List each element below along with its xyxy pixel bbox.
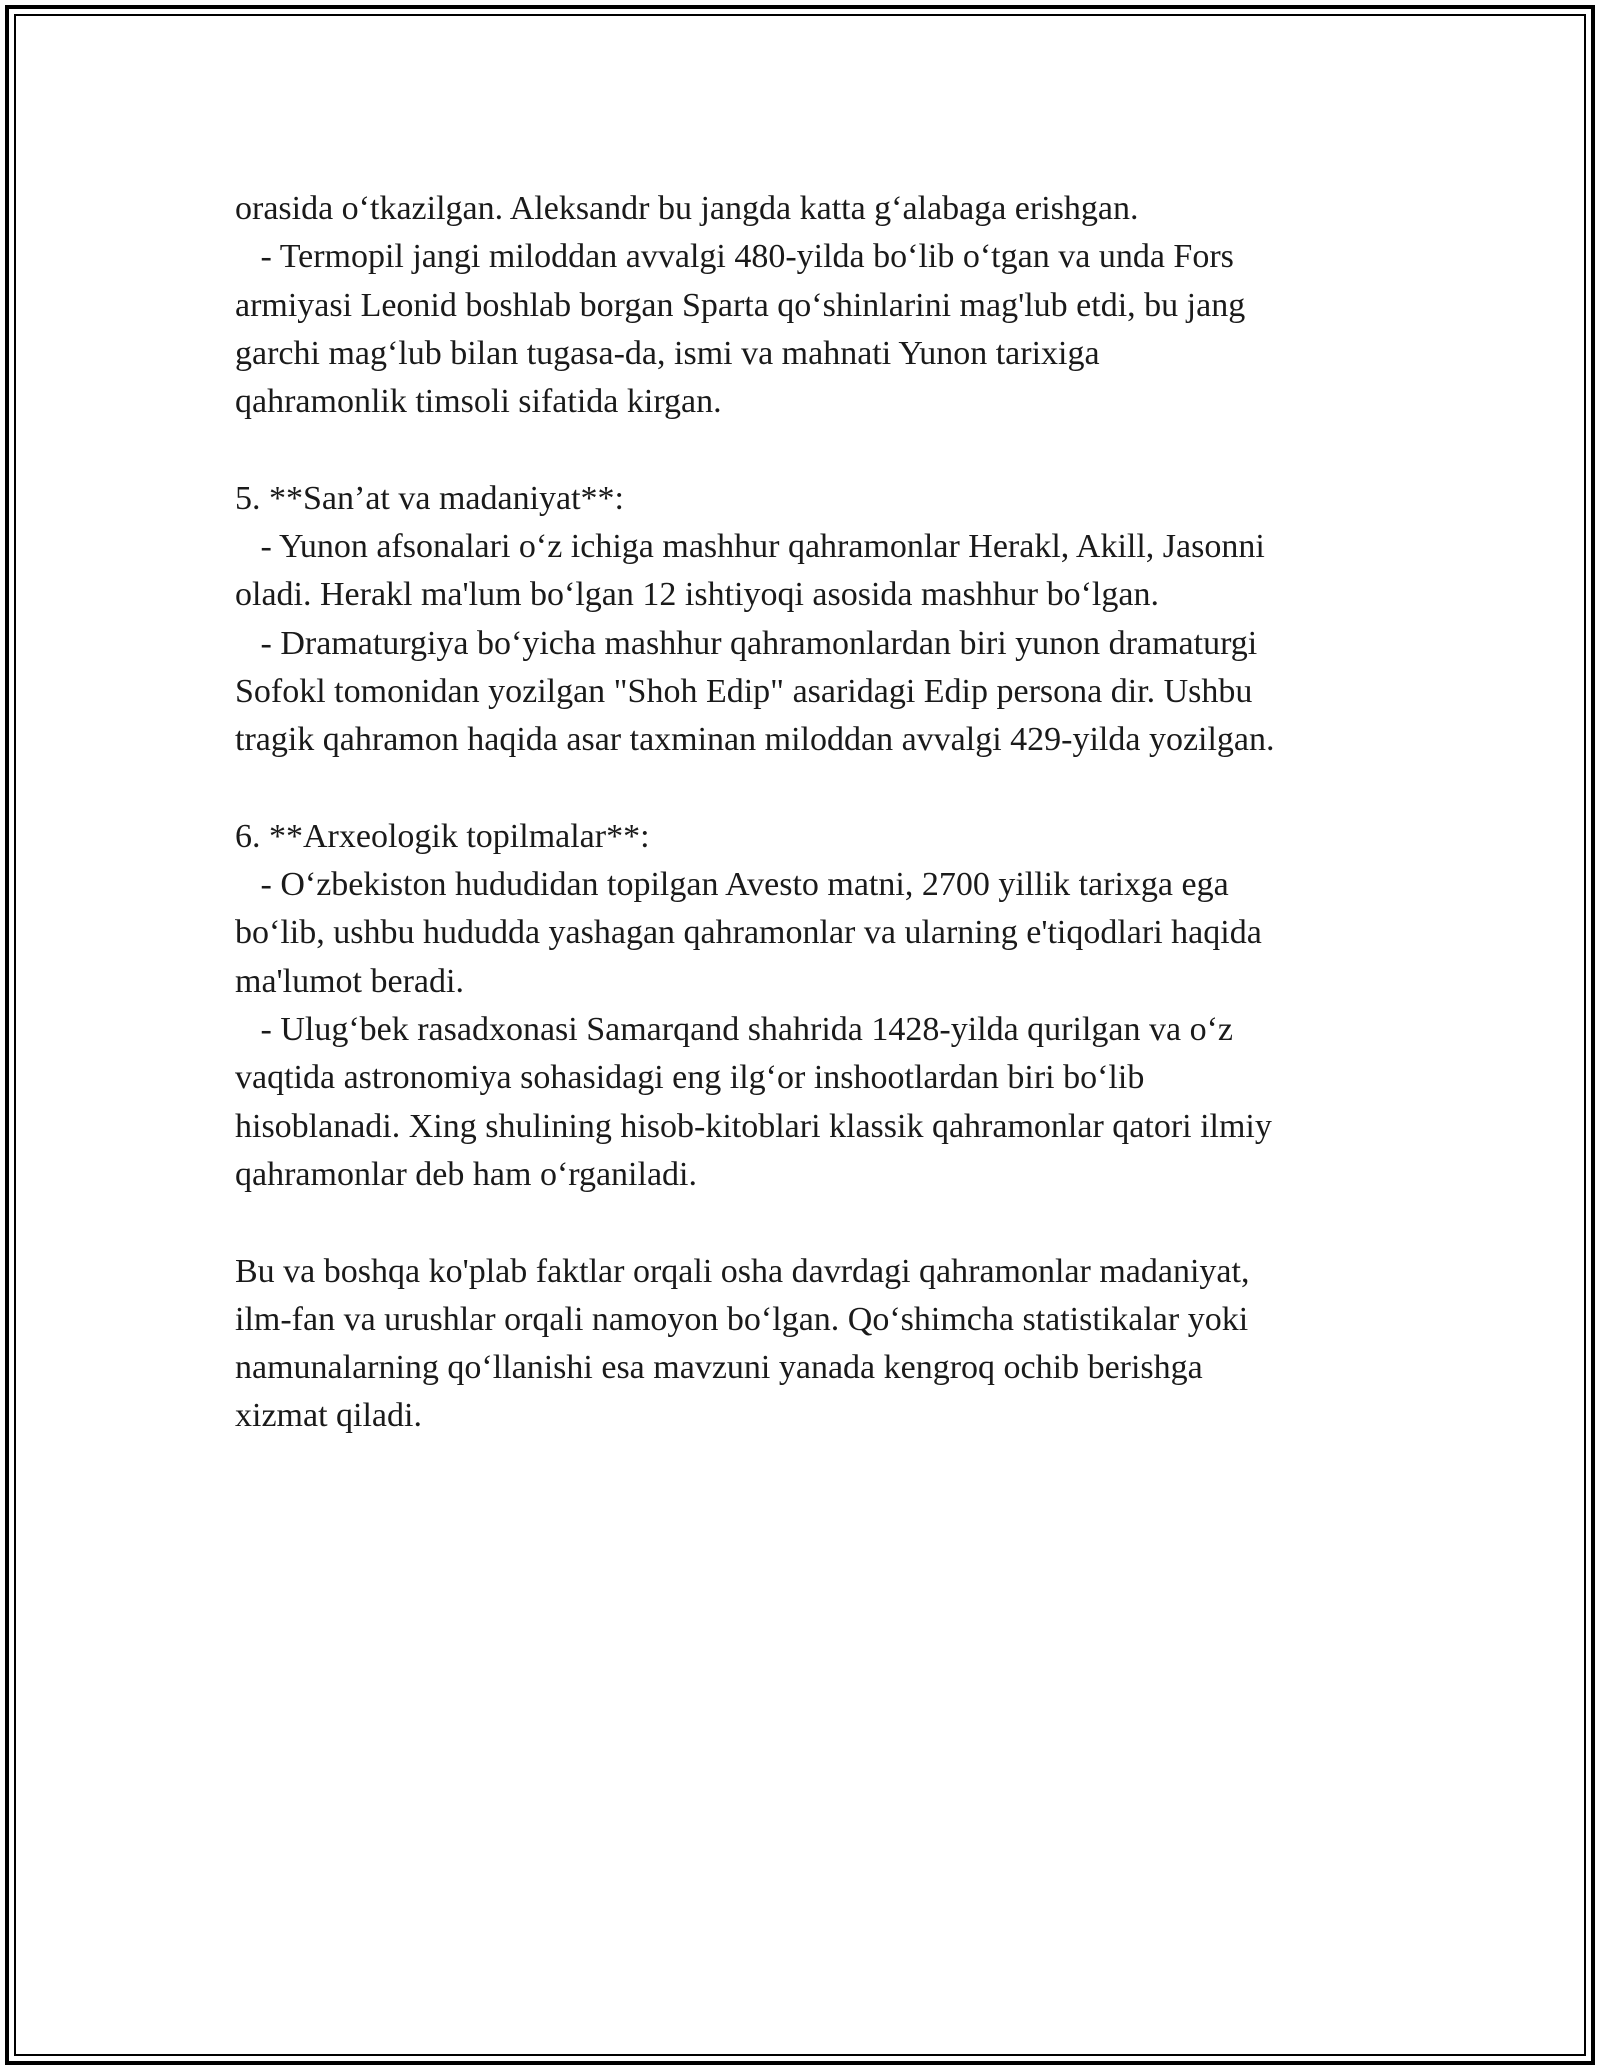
list-item-text: - O‘zbekiston hududidan topilgan Avesto matni, 2700 yillik tarixga ega: [235, 866, 1229, 904]
text-line: armiyasi Leonid boshlab borgan Sparta qo‘shinlarini mag'lub etdi, bu jang: [235, 286, 1246, 324]
text-line: namunalarning qo‘llanishi esa mavzuni yanada kengroq ochib berishga: [235, 1349, 1203, 1387]
text-line: hisoblanadi. Xing shulining hisob-kitoblari klassik qahramonlar qatori ilmiy: [235, 1107, 1272, 1145]
text-line: xizmat qiladi.: [235, 1397, 422, 1435]
text-line: bo‘lib, ushbu hududda yashagan qahramonlar va ularning e'tiqodlari haqida: [235, 914, 1262, 952]
text-line: Bu va boshqa ko'plab faktlar orqali osha davrdagi qahramonlar madaniyat,: [235, 1252, 1250, 1290]
document-body: [235, 185, 1395, 1441]
paragraph-gap: [235, 765, 1395, 813]
text-line: garchi mag‘lub bilan tugasa-da, ismi va mahnati Yunon tarixiga: [235, 334, 1100, 372]
text-line: Sofokl tomonidan yozilgan "Shoh Edip" asaridagi Edip persona dir. Ushbu: [235, 672, 1253, 710]
paragraph-gap: [235, 426, 1395, 474]
text-line: orasida o‘tkazilgan. Aleksandr bu jangda katta g‘alabaga erishgan.: [235, 190, 1139, 227]
list-item-text: - Ulug‘bek rasadxonasi Samarqand shahrida 1428-yilda qurilgan va o‘z: [235, 1011, 1233, 1049]
text-line: tragik qahramon haqida asar taxminan miloddan avvalgi 429-yilda yozilgan.: [235, 721, 1275, 759]
section-heading: 5. **San’at va madaniyat**:: [235, 479, 625, 517]
text-line: ma'lumot beradi.: [235, 962, 464, 1000]
text-line: qahramonlar deb ham o‘rganiladi.: [235, 1155, 697, 1193]
paragraph-gap: [235, 1199, 1395, 1247]
section-heading: 6. **Arxeologik topilmalar**:: [235, 817, 650, 855]
text-line: vaqtida astronomiya sohasidagi eng ilg‘or inshootlardan biri bo‘lib: [235, 1059, 1145, 1097]
list-item-text: - Yunon afsonalari o‘z ichiga mashhur qahramonlar Herakl, Akill, Jasonni: [235, 528, 1265, 566]
text-line: ilm-fan va urushlar orqali namoyon bo‘lgan. Qo‘shimcha statistikalar yoki: [235, 1300, 1249, 1338]
text-line: oladi. Herakl ma'lum bo‘lgan 12 ishtiyoqi asosida mashhur bo‘lgan.: [235, 576, 1159, 614]
list-item-text: - Dramaturgiya bo‘yicha mashhur qahramonlardan biri yunon dramaturgi: [235, 624, 1258, 662]
text-line: qahramonlik timsoli sifatida kirgan.: [235, 383, 722, 421]
list-item-text: - Termopil jangi miloddan avvalgi 480-yilda bo‘lib o‘tgan va unda Fors: [235, 238, 1234, 276]
